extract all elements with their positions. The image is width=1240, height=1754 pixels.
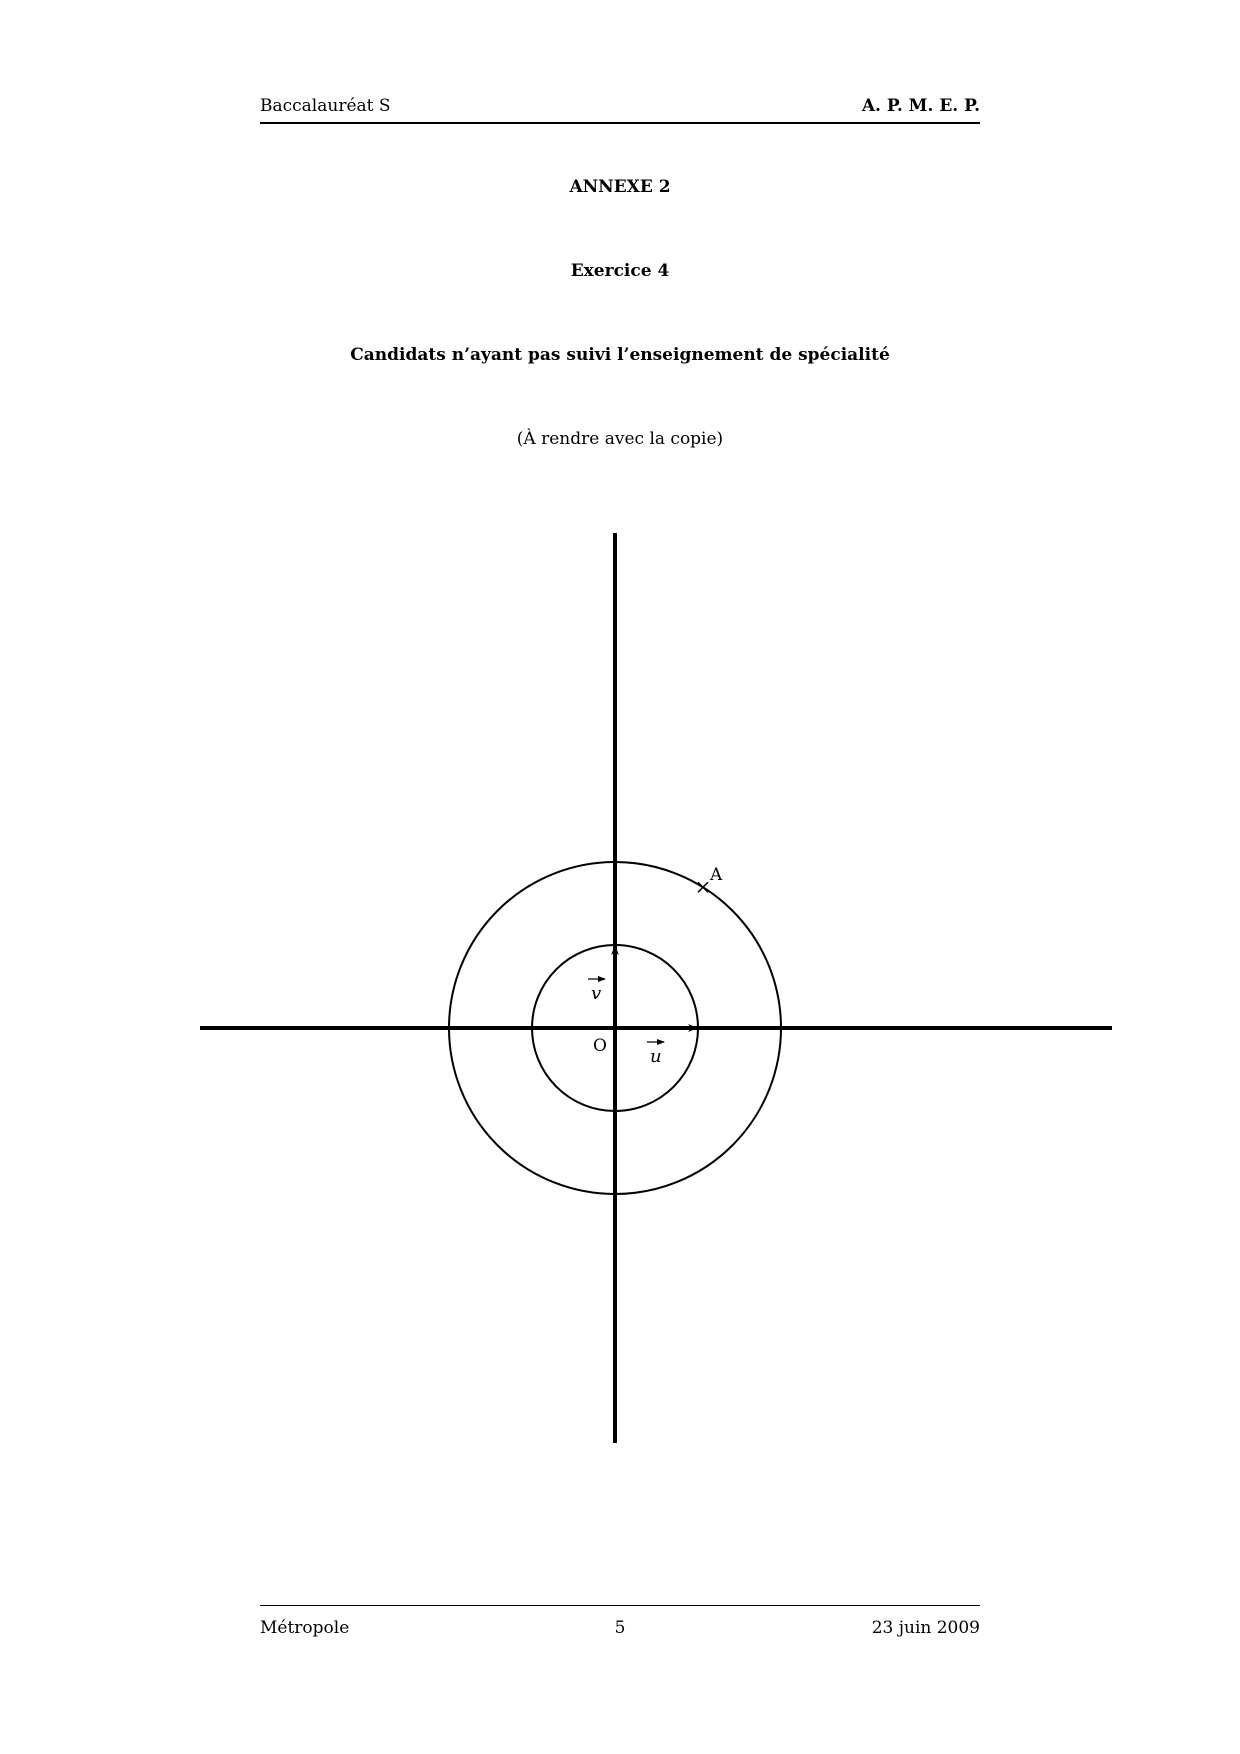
origin-label: O [593,1036,607,1056]
annexe-title: ANNEXE 2 [569,177,671,197]
page-header [260,96,980,124]
vector-v-label: v [591,983,602,1004]
footer-page-number: 5 [614,1618,626,1638]
footer-date: 23 juin 2009 [871,1618,980,1638]
header-apmep: A. P. M. E. P. [861,96,980,116]
inner-circle [532,945,698,1111]
candidates-note: Candidats n’ayant pas suivi l’enseignement de spécialité [350,345,890,365]
return-note: (À rendre avec la copie) [516,429,724,449]
point-a-cross [698,882,708,892]
page-footer [260,1605,980,1640]
footer-location: Métropole [260,1618,350,1638]
header-exam-name: Baccalauréat S [260,96,391,116]
outer-circle [449,862,781,1194]
exercise-title: Exercice 4 [570,261,670,281]
vector-u-label: u [650,1046,662,1067]
point-a-label: A [709,865,723,886]
